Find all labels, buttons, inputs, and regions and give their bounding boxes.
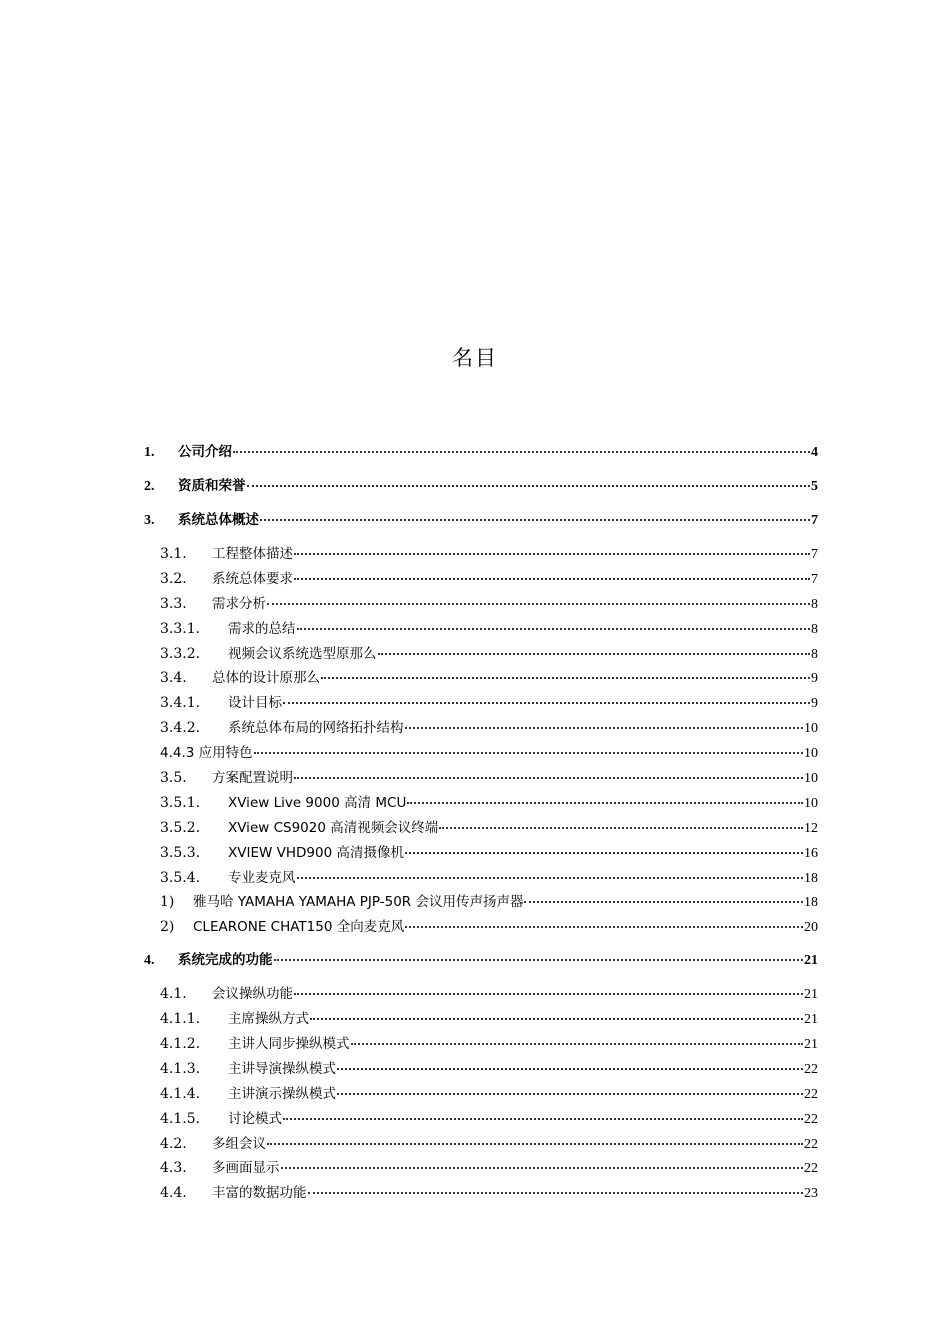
toc-entry-number: 3.5.3. (160, 844, 201, 861)
toc-entry-title: 多组会议 (212, 1135, 266, 1152)
toc-entry-number: 3.5. (160, 770, 187, 787)
toc-entry[interactable] (144, 741, 818, 766)
toc-entry-page: 16 (804, 845, 818, 861)
toc-leader-dots (294, 776, 803, 779)
toc-entry-title: 系统完成的功能 (178, 952, 273, 969)
toc-entry-page: 10 (804, 795, 818, 811)
toc-leader-dots (297, 876, 804, 879)
toc-entry-title: 系统总体布局的网络拓扑结构 (228, 720, 404, 737)
toc-entry[interactable] (144, 948, 818, 982)
toc-entry-number: 3.1. (160, 546, 187, 562)
toc-entry-number: 3.5.2. (160, 819, 201, 836)
toc-entry[interactable] (144, 915, 818, 940)
toc-entry-page: 7 (811, 513, 818, 528)
toc-entry-page: 22 (804, 1111, 818, 1127)
toc-entry-title: 需求的总结 (228, 620, 296, 637)
toc-entry-title: 方案配置说明 (212, 770, 293, 787)
toc-leader-dots (267, 602, 810, 605)
toc-entry-number: 2. (144, 479, 155, 494)
toc-entry-title: 公司介绍 (178, 444, 232, 460)
toc-leader-dots (281, 1166, 804, 1169)
toc-entry-title: CLEARONE CHAT150 全向麦克风 (193, 919, 405, 936)
toc-leader-dots (524, 900, 803, 903)
toc-entry-page: 18 (804, 895, 818, 911)
table-of-contents (144, 440, 818, 1206)
toc-entry[interactable] (144, 816, 818, 841)
toc-leader-dots (337, 1067, 803, 1070)
toc-entry-page: 10 (804, 746, 818, 762)
toc-entry-title: 资质和荣誉 (178, 478, 246, 494)
toc-entry-title: 讨论模式 (228, 1110, 282, 1127)
toc-entry[interactable] (144, 1057, 818, 1082)
toc-entry-page: 21 (804, 1012, 818, 1028)
toc-leader-dots (405, 726, 804, 729)
toc-entry-number: 3.2. (160, 570, 187, 587)
toc-entry[interactable] (144, 1032, 818, 1057)
toc-leader-dots (351, 1042, 804, 1045)
toc-entry[interactable] (144, 1082, 818, 1107)
toc-entry[interactable] (144, 1107, 818, 1132)
toc-leader-dots (294, 552, 810, 555)
toc-entry[interactable] (144, 617, 818, 642)
toc-entry[interactable] (144, 841, 818, 866)
toc-entry-number: 4.1.4. (160, 1085, 201, 1102)
toc-entry-title: 丰富的数据功能 (212, 1185, 307, 1202)
toc-entry-number: 4.1.5. (160, 1110, 201, 1127)
toc-leader-dots (405, 851, 803, 854)
toc-entry-page: 7 (811, 571, 818, 587)
toc-entry-title: 工程整体描述 (212, 546, 293, 562)
toc-entry-number: 3.3. (160, 595, 187, 612)
toc-leader-dots (294, 577, 810, 580)
toc-entry-page: 4 (811, 445, 818, 460)
page-title: 名目 (452, 346, 498, 370)
toc-entry-title: XVIEW VHD900 高清摄像机 (228, 844, 404, 861)
toc-entry-number: 3.5.1. (160, 794, 201, 811)
toc-entry-title: 系统总体要求 (212, 570, 293, 587)
toc-leader-dots (247, 484, 811, 487)
toc-entry[interactable] (144, 592, 818, 617)
toc-leader-dots (407, 801, 803, 804)
toc-entry-number: 3. (144, 513, 155, 528)
toc-entry[interactable] (144, 440, 818, 474)
toc-entry-page: 21 (804, 953, 818, 969)
toc-entry[interactable] (144, 1007, 818, 1032)
toc-entry[interactable] (144, 666, 818, 691)
toc-entry[interactable] (144, 567, 818, 592)
toc-entry-number: 4.1. (160, 986, 187, 1003)
toc-entry-number: 3.3.2. (160, 645, 201, 662)
toc-entry[interactable] (144, 1181, 818, 1206)
toc-entry-title: 专业麦克风 (228, 869, 296, 886)
toc-entry-page: 21 (804, 1037, 818, 1053)
toc-leader-dots (378, 652, 811, 655)
toc-entry[interactable] (144, 890, 818, 915)
toc-entry-number: 4.2. (160, 1135, 187, 1152)
toc-entry-number: 4.1.3. (160, 1060, 201, 1077)
toc-entry[interactable] (144, 508, 818, 542)
toc-leader-dots (310, 1017, 803, 1020)
toc-leader-dots (294, 992, 803, 995)
toc-entry-page: 18 (804, 870, 818, 886)
toc-leader-dots (254, 751, 803, 754)
toc-entry-number: 4.1.2. (160, 1036, 201, 1053)
toc-entry-page: 8 (811, 646, 818, 662)
toc-leader-dots (439, 826, 803, 829)
toc-entry-page: 8 (811, 621, 818, 637)
toc-entry-number: 4. (144, 953, 155, 969)
toc-entry-page: 22 (804, 1086, 818, 1102)
toc-leader-dots (260, 518, 810, 521)
toc-entry-number: 1) (160, 894, 175, 911)
toc-leader-dots (321, 676, 810, 679)
toc-entry[interactable] (144, 716, 818, 741)
toc-leader-dots (308, 1191, 804, 1194)
toc-leader-dots (337, 1092, 803, 1095)
toc-entry-number: 4.1.1. (160, 1011, 201, 1028)
toc-entry-title: 主讲导演操纵模式 (228, 1060, 336, 1077)
toc-entry[interactable] (144, 542, 818, 567)
toc-entry-title: 总体的设计原那么 (212, 670, 320, 687)
toc-entry-title: 雅马哈 YAMAHA YAMAHA PJP-50R 会议用传声扬声器 (193, 894, 524, 911)
toc-entry-title: 4.4.3 应用特色 (160, 745, 253, 762)
toc-entry-title: 视频会议系统选型原那么 (228, 645, 377, 662)
toc-entry[interactable] (144, 642, 818, 667)
toc-entry[interactable] (144, 982, 818, 1007)
toc-entry-title: 多画面显示 (212, 1160, 280, 1177)
toc-leader-dots (283, 701, 810, 704)
toc-leader-dots (267, 1142, 803, 1145)
toc-leader-dots (233, 450, 810, 453)
toc-entry[interactable] (144, 691, 818, 716)
toc-entry-page: 10 (804, 721, 818, 737)
toc-entry-title: 主讲人同步操纵模式 (228, 1036, 350, 1053)
toc-entry-number: 3.4. (160, 670, 187, 687)
toc-entry-title: 设计目标 (228, 695, 282, 712)
toc-leader-dots (283, 1117, 803, 1120)
toc-entry-page: 5 (811, 479, 818, 494)
toc-entry-page: 22 (804, 1136, 818, 1152)
toc-entry-page: 20 (804, 920, 818, 936)
toc-entry-page: 10 (804, 771, 818, 787)
toc-entry-title: XView CS9020 高清视频会议终端 (228, 819, 439, 836)
toc-entry-title: 主讲演示操纵模式 (228, 1085, 336, 1102)
toc-entry-number: 2) (160, 919, 175, 936)
toc-entry[interactable] (144, 1132, 818, 1157)
toc-entry-title: 系统总体概述 (178, 512, 259, 528)
toc-entry[interactable] (144, 791, 818, 816)
toc-entry-page: 22 (804, 1161, 818, 1177)
toc-entry[interactable] (144, 766, 818, 791)
toc-entry[interactable] (144, 1156, 818, 1181)
toc-leader-dots (274, 958, 804, 961)
toc-entry-page: 7 (811, 547, 818, 562)
toc-entry-title: 会议操纵功能 (212, 986, 293, 1003)
toc-entry-page: 12 (804, 820, 818, 836)
toc-entry-number: 4.4. (160, 1185, 187, 1202)
toc-leader-dots (405, 925, 803, 928)
toc-leader-dots (297, 627, 811, 630)
toc-entry-page: 23 (804, 1186, 818, 1202)
toc-entry[interactable] (144, 474, 818, 508)
toc-entry-page: 22 (804, 1061, 818, 1077)
toc-entry-page: 8 (811, 596, 818, 612)
toc-entry-number: 3.4.2. (160, 720, 201, 737)
toc-entry-page: 9 (811, 671, 818, 687)
toc-entry-number: 4.3. (160, 1160, 187, 1177)
toc-entry-page: 21 (804, 987, 818, 1003)
toc-entry-title: 需求分析 (212, 595, 266, 612)
toc-entry-title: XView Live 9000 高清 MCU (228, 794, 407, 811)
toc-entry-title: 主席操纵方式 (228, 1011, 309, 1028)
toc-entry-number: 3.4.1. (160, 695, 201, 712)
toc-entry-number: 3.3.1. (160, 620, 201, 637)
toc-entry-number: 1. (144, 445, 155, 460)
toc-entry[interactable] (144, 866, 818, 891)
toc-entry-number: 3.5.4. (160, 869, 201, 886)
toc-entry-page: 9 (811, 696, 818, 712)
